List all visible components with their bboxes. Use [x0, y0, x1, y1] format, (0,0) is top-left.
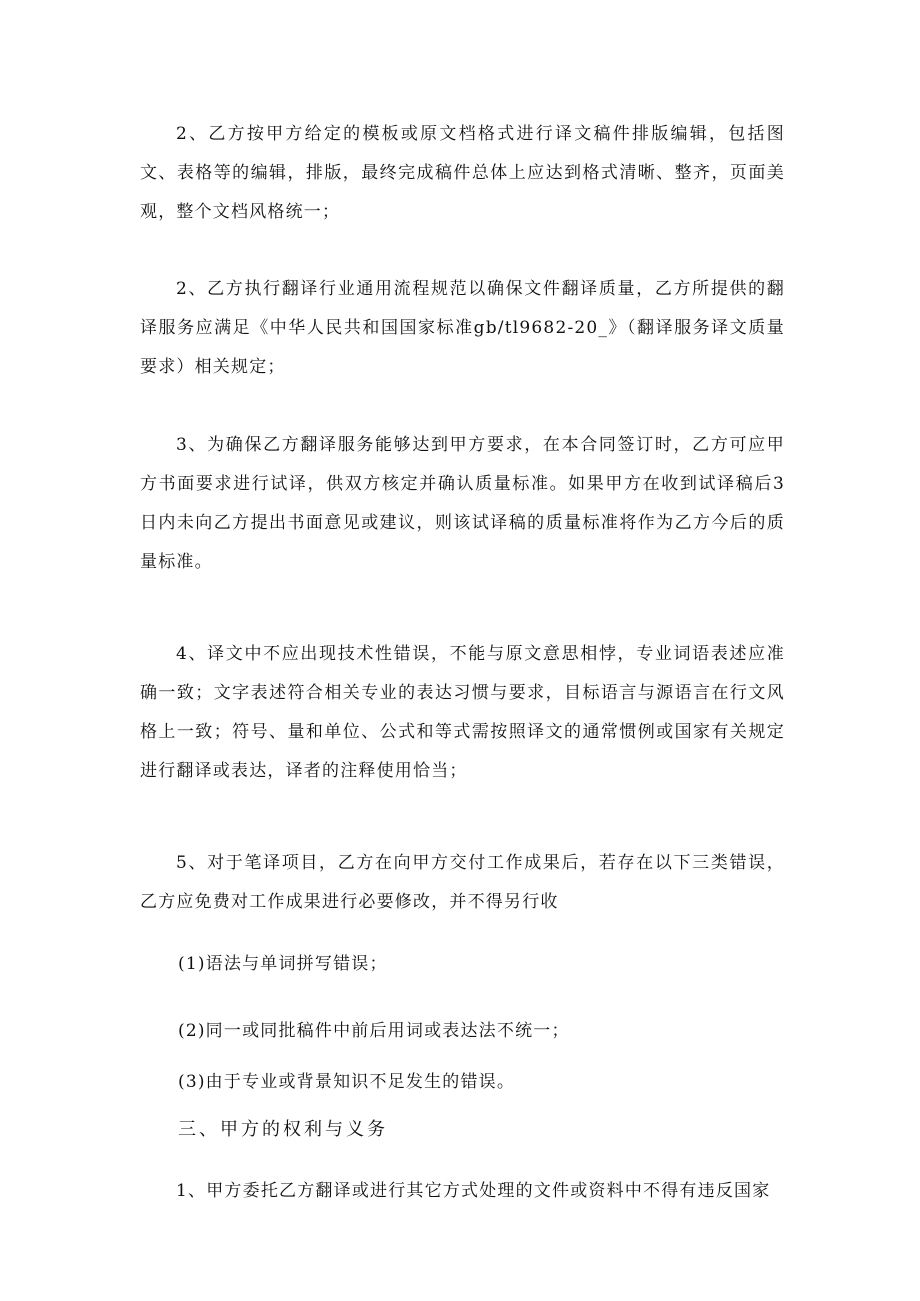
section-heading: 三、甲方的权利与义务 [178, 1119, 388, 1140]
paragraph-party-a-obligations: 1、甲方委托乙方翻译或进行其它方式处理的文件或资料中不得有违反国家 [176, 1181, 771, 1201]
paragraph-trial-translation: 3、为确保乙方翻译服务能够达到甲方要求，在本合同签订时，乙方可应甲方书面要求进行试译，供双方核定并确认质量标准。如果甲方在收到试译稿后3日内未向乙方提出书面意见或建议，则该试译稿的质量标准将作为乙方今后的质量标准。 [140, 435, 785, 572]
paragraph-formatting: 2、乙方按甲方给定的模板或原文档格式进行译文稿件排版编辑，包括图文、表格等的编辑，排版，最终完成稿件总体上应达到格式清晰、整齐，页面美观，整个文档风格统一； [140, 124, 785, 222]
paragraph-translation-standard: 2、乙方执行翻译行业通用流程规范以确保文件翻译质量，乙方所提供的翻译服务应满足《中华人民共和国国家标准gb/tl9682-20_》（翻译服务译文质量要求）相关规定； [140, 279, 785, 377]
paragraph-written-translation: 5、对于笔译项目，乙方在向甲方交付工作成果后，若存在以下三类错误，乙方应免费对工作成果进行必要修改，并不得另行收 [140, 853, 785, 912]
list-item-grammar: (1)语法与单词拼写错误； [178, 954, 388, 974]
paragraph-technical-errors: 4、译文中不应出现技术性错误，不能与原文意思相悖，专业词语表述应准确一致；文字表述符合相关专业的表达习惯与要求，目标语言与源语言在行文风格上一致；符号、量和单位、公式和等式需按照译文的通常惯例或国家有关规定进行翻译或表达，译者的注释使用恰当； [140, 644, 785, 781]
list-item-knowledge: (3)由于专业或背景知识不足发生的错误。 [178, 1072, 516, 1092]
list-item-consistency: (2)同一或同批稿件中前后用词或表达法不统一； [178, 1021, 570, 1041]
